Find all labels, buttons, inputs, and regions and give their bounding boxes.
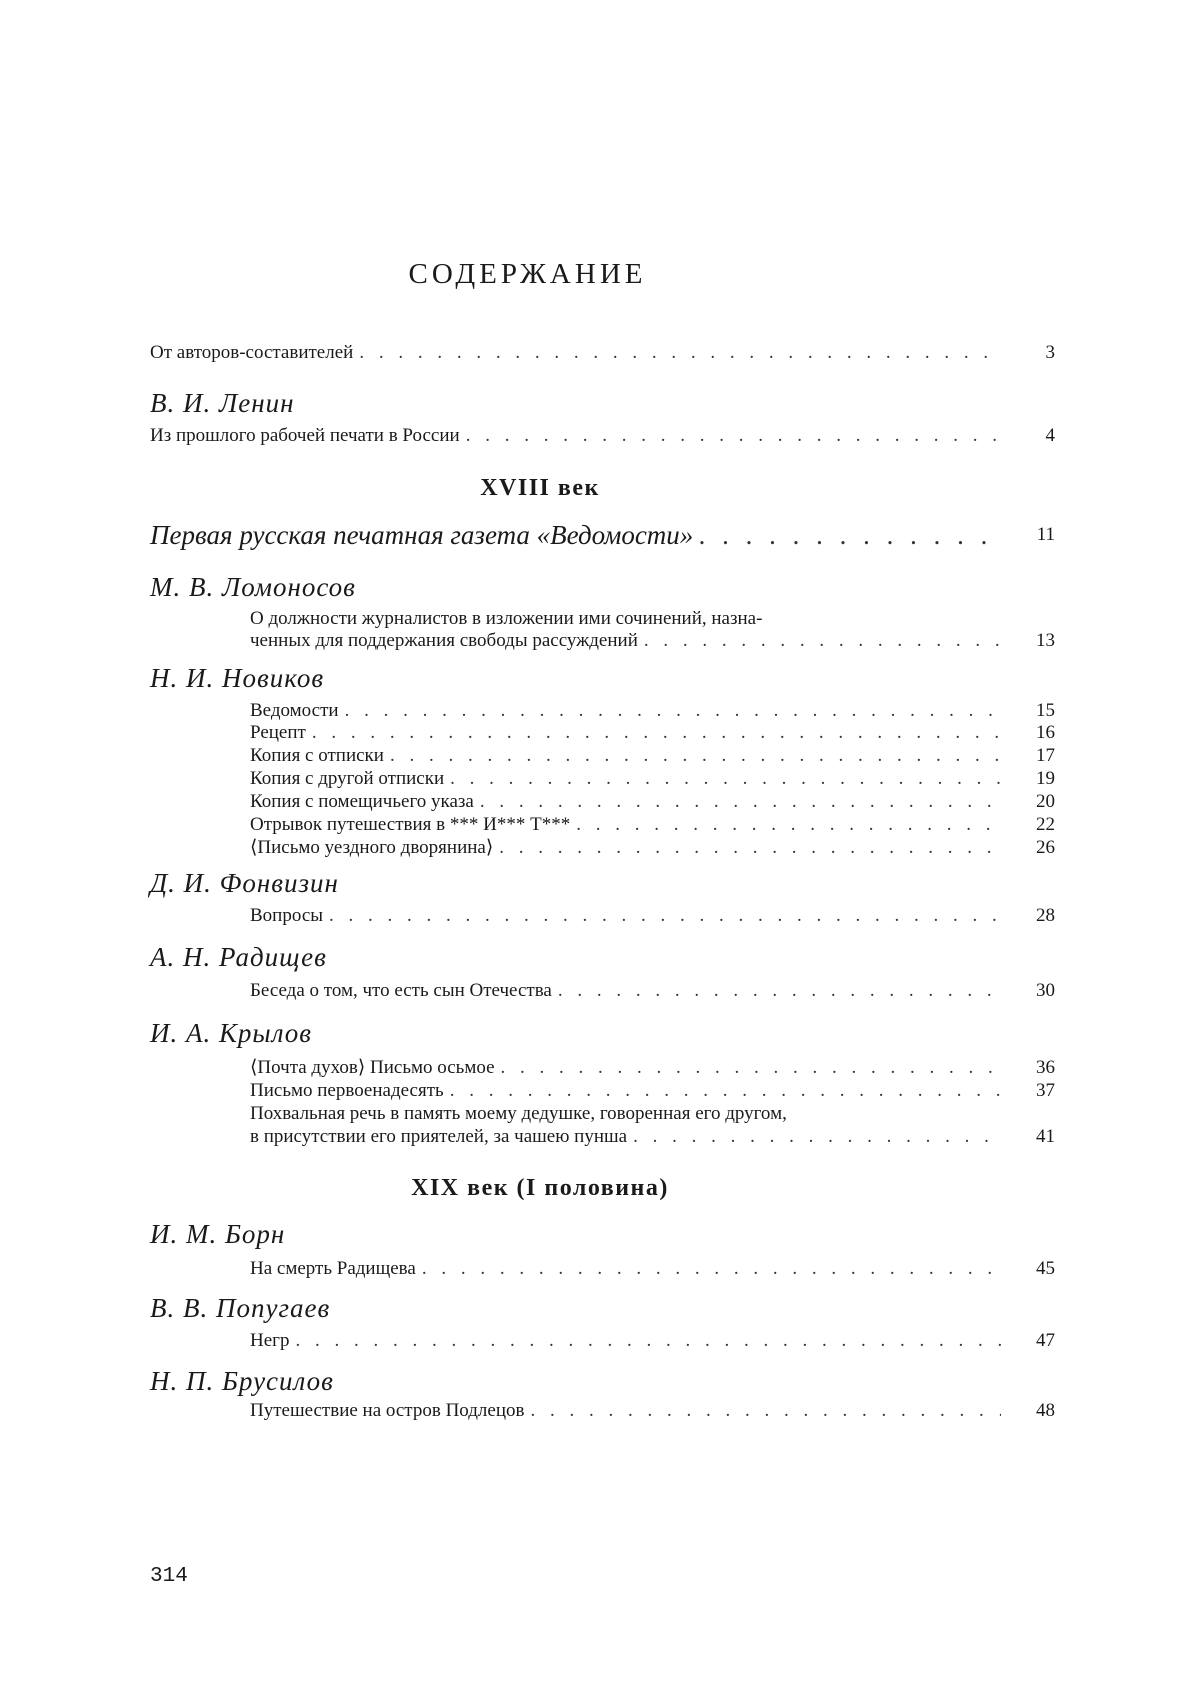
toc-entry <box>250 700 1055 722</box>
toc-entry <box>250 768 1055 790</box>
author-heading: И. М. Борн <box>150 1219 286 1249</box>
leader-dots <box>644 630 1001 652</box>
leader-dots <box>558 980 1001 1002</box>
author-heading: М. В. Ломоносов <box>150 572 356 602</box>
author-heading: Д. И. Фонвизин <box>150 868 339 898</box>
entry-title: Путешествие на остров Подлецов <box>250 1400 525 1421</box>
entry-page: 16 <box>1036 722 1055 743</box>
entry-title: Письмо первоенадесять <box>250 1080 444 1101</box>
leader-dots <box>450 768 1001 790</box>
toc-entry-major <box>150 520 1055 550</box>
author-heading: В. В. Попугаев <box>150 1293 331 1323</box>
entry-page: 20 <box>1036 791 1055 812</box>
leader-dots <box>359 342 1001 364</box>
toc-entry <box>250 1126 1055 1148</box>
toc-entry <box>250 1330 1055 1352</box>
entry-title: ⟨Почта духов⟩ Письмо осьмое <box>250 1057 495 1078</box>
toc-entry-intro <box>150 342 1055 364</box>
entry-page: 28 <box>1036 905 1055 926</box>
toc-entry <box>250 814 1055 836</box>
entry-page: 30 <box>1036 980 1055 1001</box>
leader-dots <box>295 1330 1001 1352</box>
entry-page: 4 <box>1045 425 1055 446</box>
entry-page: 45 <box>1036 1258 1055 1279</box>
leader-dots <box>466 425 1001 447</box>
entry-page: 17 <box>1036 745 1055 766</box>
entry-page: 11 <box>1036 524 1055 545</box>
leader-dots <box>390 745 1001 767</box>
toc-entry-line: О должности журналистов в изложении ими сочинений, назна- <box>250 608 763 629</box>
toc-entry <box>250 905 1055 927</box>
leader-dots <box>633 1126 1001 1148</box>
entry-title: Ведомости <box>250 700 339 721</box>
entry-page: 3 <box>1045 342 1055 363</box>
toc-entry <box>150 425 1055 447</box>
leader-dots <box>450 1080 1001 1102</box>
leader-dots <box>499 837 1001 859</box>
page-title: СОДЕРЖАНИЕ <box>408 258 647 290</box>
entry-page: 48 <box>1036 1400 1055 1421</box>
leader-dots <box>480 791 1001 813</box>
entry-page: 19 <box>1036 768 1055 789</box>
entry-title: в присутствии его приятелей, за чашею пунша <box>250 1126 628 1147</box>
toc-entry <box>250 630 1055 652</box>
entry-title: Копия с помещичьего указа <box>250 791 474 812</box>
entry-title: Из прошлого рабочей печати в России <box>150 425 460 446</box>
leader-dots <box>576 814 1001 836</box>
entry-title: Рецепт <box>250 722 306 743</box>
page-number: 314 <box>150 1565 188 1588</box>
leader-dots <box>530 1400 1001 1422</box>
entry-page: 15 <box>1036 700 1055 721</box>
entry-page: 47 <box>1036 1330 1055 1351</box>
toc-entry <box>250 1057 1055 1079</box>
author-heading: И. А. Крылов <box>150 1018 313 1048</box>
author-heading: Н. И. Новиков <box>150 663 325 693</box>
entry-page: 26 <box>1036 837 1055 858</box>
toc-entry <box>250 1258 1055 1280</box>
entry-title: Негр <box>250 1330 290 1351</box>
section-heading: XIX век (I половина) <box>411 1175 669 1201</box>
toc-entry-line: Похвальная речь в память моему дедушке, говоренная его другом, <box>250 1103 787 1124</box>
author-heading: В. И. Ленин <box>150 388 295 418</box>
toc-entry <box>250 722 1055 744</box>
author-heading: Н. П. Брусилов <box>150 1366 334 1396</box>
toc-entry <box>250 745 1055 767</box>
entry-title: Копия с отписки <box>250 745 384 766</box>
leader-dots <box>312 722 1001 744</box>
author-heading: А. Н. Радищев <box>150 942 327 972</box>
toc-entry <box>250 791 1055 813</box>
toc-entry <box>250 1080 1055 1102</box>
entry-page: 13 <box>1036 630 1055 651</box>
entry-title: ченных для поддержания свободы рассуждений <box>250 630 638 651</box>
entry-title: Отрывок путешествия в *** И*** Т*** <box>250 814 571 835</box>
entry-title: От авторов-составителей <box>150 342 354 363</box>
section-heading: XVIII век <box>480 475 600 501</box>
leader-dots <box>699 520 1001 550</box>
entry-title: Беседа о том, что есть сын Отечества <box>250 980 552 1001</box>
entry-page: 36 <box>1036 1057 1055 1078</box>
entry-title: Вопросы <box>250 905 324 926</box>
leader-dots <box>422 1258 1001 1280</box>
entry-title: Копия с другой отписки <box>250 768 445 789</box>
toc-entry <box>250 837 1055 859</box>
leader-dots <box>329 905 1001 927</box>
toc-entry <box>250 980 1055 1002</box>
entry-page: 41 <box>1036 1126 1055 1147</box>
toc-entry <box>250 1400 1055 1422</box>
entry-title: ⟨Письмо уездного дворянина⟩ <box>250 837 494 858</box>
leader-dots <box>501 1057 1001 1079</box>
entry-page: 22 <box>1036 814 1055 835</box>
leader-dots <box>345 700 1001 722</box>
entry-title: Первая русская печатная газета «Ведомости» <box>150 520 694 550</box>
entry-title: На смерть Радищева <box>250 1258 416 1279</box>
entry-page: 37 <box>1036 1080 1055 1101</box>
